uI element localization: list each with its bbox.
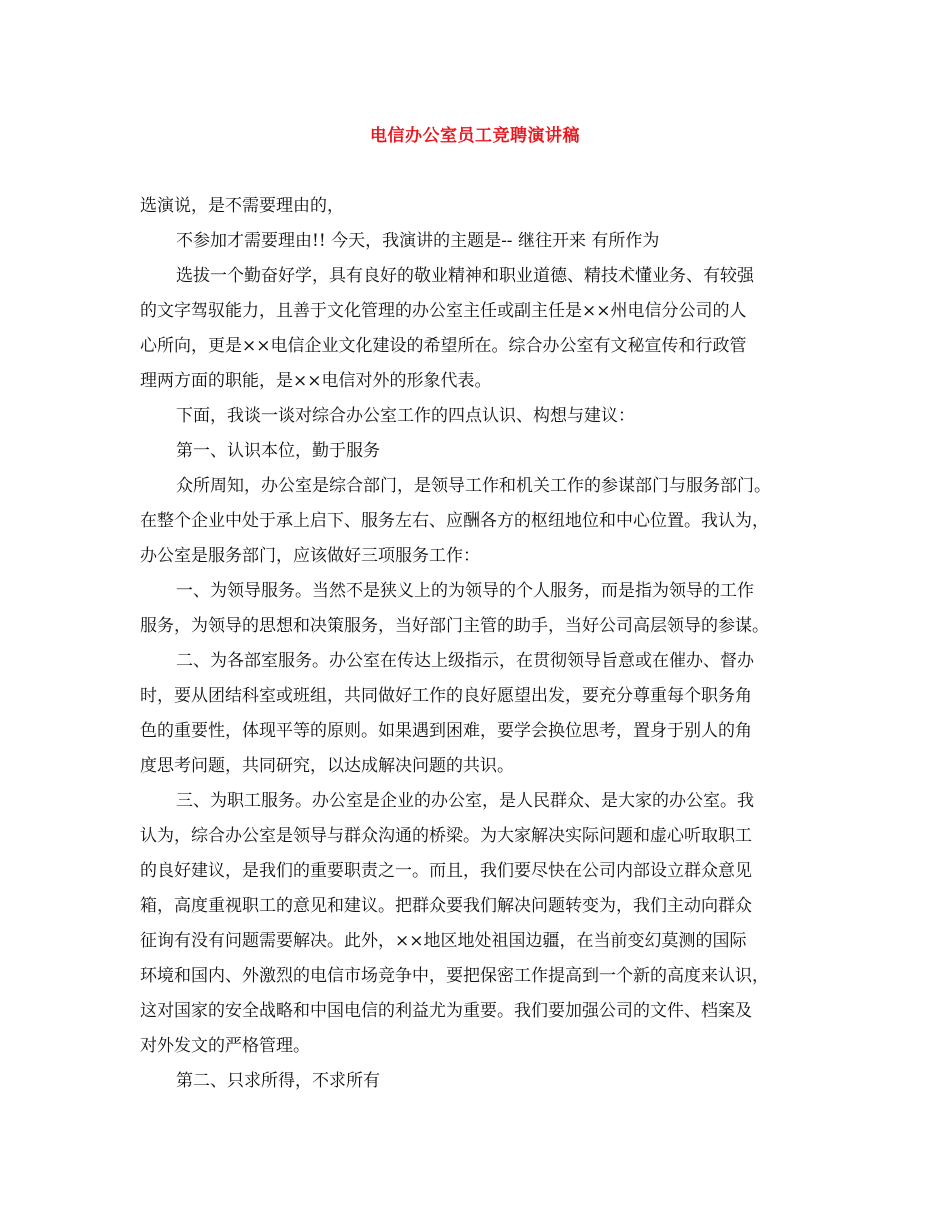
document-title: 电信办公室员工竞聘演讲稿	[370, 126, 580, 146]
body-line: 理两方面的职能，是××电信对外的形象代表。	[140, 371, 492, 391]
body-line: 选拔一个勤奋好学，具有良好的敬业精神和职业道德、精技术懂业务、有较强	[176, 266, 754, 286]
body-line: 时，要从团结科室或班组，共同做好工作的良好愿望出发，要充分尊重每个职务角	[140, 686, 752, 706]
body-line: 环境和国内、外激烈的电信市场竞争中，要把保密工作提高到一个新的高度来认识，	[140, 966, 769, 986]
body-line: 三、为职工服务。办公室是企业的办公室，是人民群众、是大家的办公室。我	[176, 791, 754, 811]
body-line: 对外发文的严格管理。	[140, 1036, 310, 1056]
body-line: 服务，为领导的思想和决策服务，当好部门主管的助手，当好公司高层领导的参谋。	[140, 616, 769, 636]
body-line: 下面，我谈一谈对综合办公室工作的四点认识、构想与建议：	[176, 406, 635, 426]
body-line: 办公室是服务部门，应该做好三项服务工作：	[140, 546, 480, 566]
body-line: 不参加才需要理由!! 今天，我演讲的主题是-- 继往开来 有所作为	[176, 231, 660, 251]
body-line: 二、为各部室服务。办公室在传达上级指示，在贯彻领导旨意或在催办、督办	[176, 651, 754, 671]
body-line: 第二、只求所得，不求所有	[176, 1071, 380, 1091]
body-line: 在整个企业中处于承上启下、服务左右、应酬各方的枢纽地位和中心位置。我认为，	[140, 511, 769, 531]
body-line: 众所周知，办公室是综合部门，是领导工作和机关工作的参谋部门与服务部门。	[176, 476, 771, 496]
body-line: 一、为领导服务。当然不是狭义上的为领导的个人服务，而是指为领导的工作	[176, 581, 754, 601]
body-line: 认为，综合办公室是领导与群众沟通的桥梁。为大家解决实际问题和虚心听取职工	[140, 826, 752, 846]
body-line: 第一、认识本位，勤于服务	[176, 441, 380, 461]
body-line: 度思考问题，共同研究，以达成解决问题的共识。	[140, 756, 514, 776]
body-line: 心所向，更是××电信企业文化建设的希望所在。综合办公室有文秘宣传和行政管	[140, 336, 747, 356]
body-line: 色的重要性，体现平等的原则。如果遇到困难，要学会换位思考，置身于别人的角	[140, 721, 752, 741]
body-line: 的文字驾驭能力，且善于文化管理的办公室主任或副主任是××州电信分公司的人	[140, 301, 747, 321]
body-line: 这对国家的安全战略和中国电信的利益尤为重要。我们要加强公司的文件、档案及	[140, 1001, 752, 1021]
body-line: 选演说，是不需要理由的，	[140, 196, 344, 216]
body-line: 箱，高度重视职工的意见和建议。把群众要我们解决问题转变为，我们主动向群众	[140, 896, 752, 916]
body-line: 的良好建议，是我们的重要职责之一。而且，我们要尽快在公司内部设立群众意见	[140, 861, 752, 881]
body-line: 征询有没有问题需要解决。此外，××地区地处祖国边疆，在当前变幻莫测的国际	[140, 931, 747, 951]
